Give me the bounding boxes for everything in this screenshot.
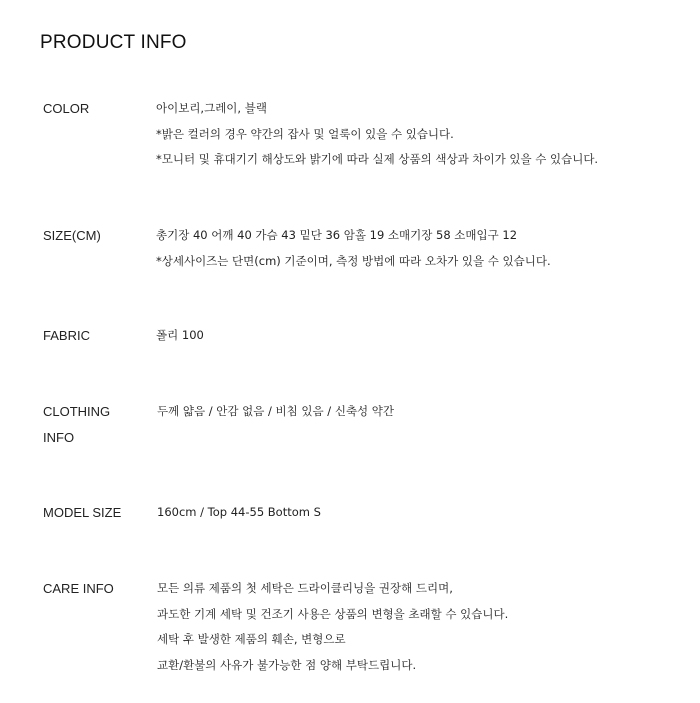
color-label: COLOR: [43, 101, 90, 116]
care-line-2: 과도한 기계 세탁 및 건조기 사용은 상품의 변형을 초래할 수 있습니다.: [157, 606, 509, 621]
clothing-info-label: [43, 399, 110, 451]
color-note-1: *밝은 컬러의 경우 약간의 잡사 및 얼룩이 있을 수 있습니다.: [156, 126, 454, 141]
size-value: [156, 223, 551, 274]
model-size-value: [157, 500, 321, 526]
size-label: SIZE(CM): [43, 228, 101, 243]
clothing-info-details: 두께 얇음 / 안감 없음 / 비침 있음 / 신축성 약간: [157, 404, 395, 418]
model-size-label: MODEL SIZE: [43, 505, 122, 520]
fabric-value: [156, 323, 204, 349]
fabric-label: FABRIC: [43, 328, 90, 343]
color-note-2: *모니터 및 휴대기기 해상도와 밝기에 따라 실제 상품의 색상과 차이가 있을 수 있습니다.: [156, 152, 599, 166]
care-info-label: CARE INFO: [43, 581, 114, 596]
page-title: PRODUCT INFO: [40, 32, 187, 53]
model-size-details: 160cm / Top 44-55 Bottom S: [157, 505, 321, 519]
size-note: *상세사이즈는 단면(cm) 기준이며, 측정 방법에 따라 오차가 있을 수 있습니다.: [156, 253, 551, 268]
clothing-info-value: [157, 399, 394, 425]
size-measurements: 총기장 40 어깨 40 가슴 43 밑단 36 암홀 19 소매기장 58 소매입구 12: [156, 228, 518, 242]
clothing-info-label-line1: CLOTHING: [43, 404, 111, 419]
color-options: 아이보리,그레이, 블랙: [156, 101, 267, 115]
care-line-4: 교환/환불의 사유가 불가능한 점 양해 부탁드립니다.: [157, 657, 417, 672]
care-line-3: 세탁 후 발생한 제품의 훼손, 변형으로: [157, 632, 346, 646]
care-info-value: [157, 576, 508, 678]
clothing-info-label-line2: INFO: [43, 430, 75, 445]
color-value: [156, 96, 598, 173]
care-line-1: 모든 의류 제품의 첫 세탁은 드라이클리닝을 권장해 드리며,: [157, 581, 453, 595]
fabric-composition: 폴리 100: [156, 328, 204, 342]
